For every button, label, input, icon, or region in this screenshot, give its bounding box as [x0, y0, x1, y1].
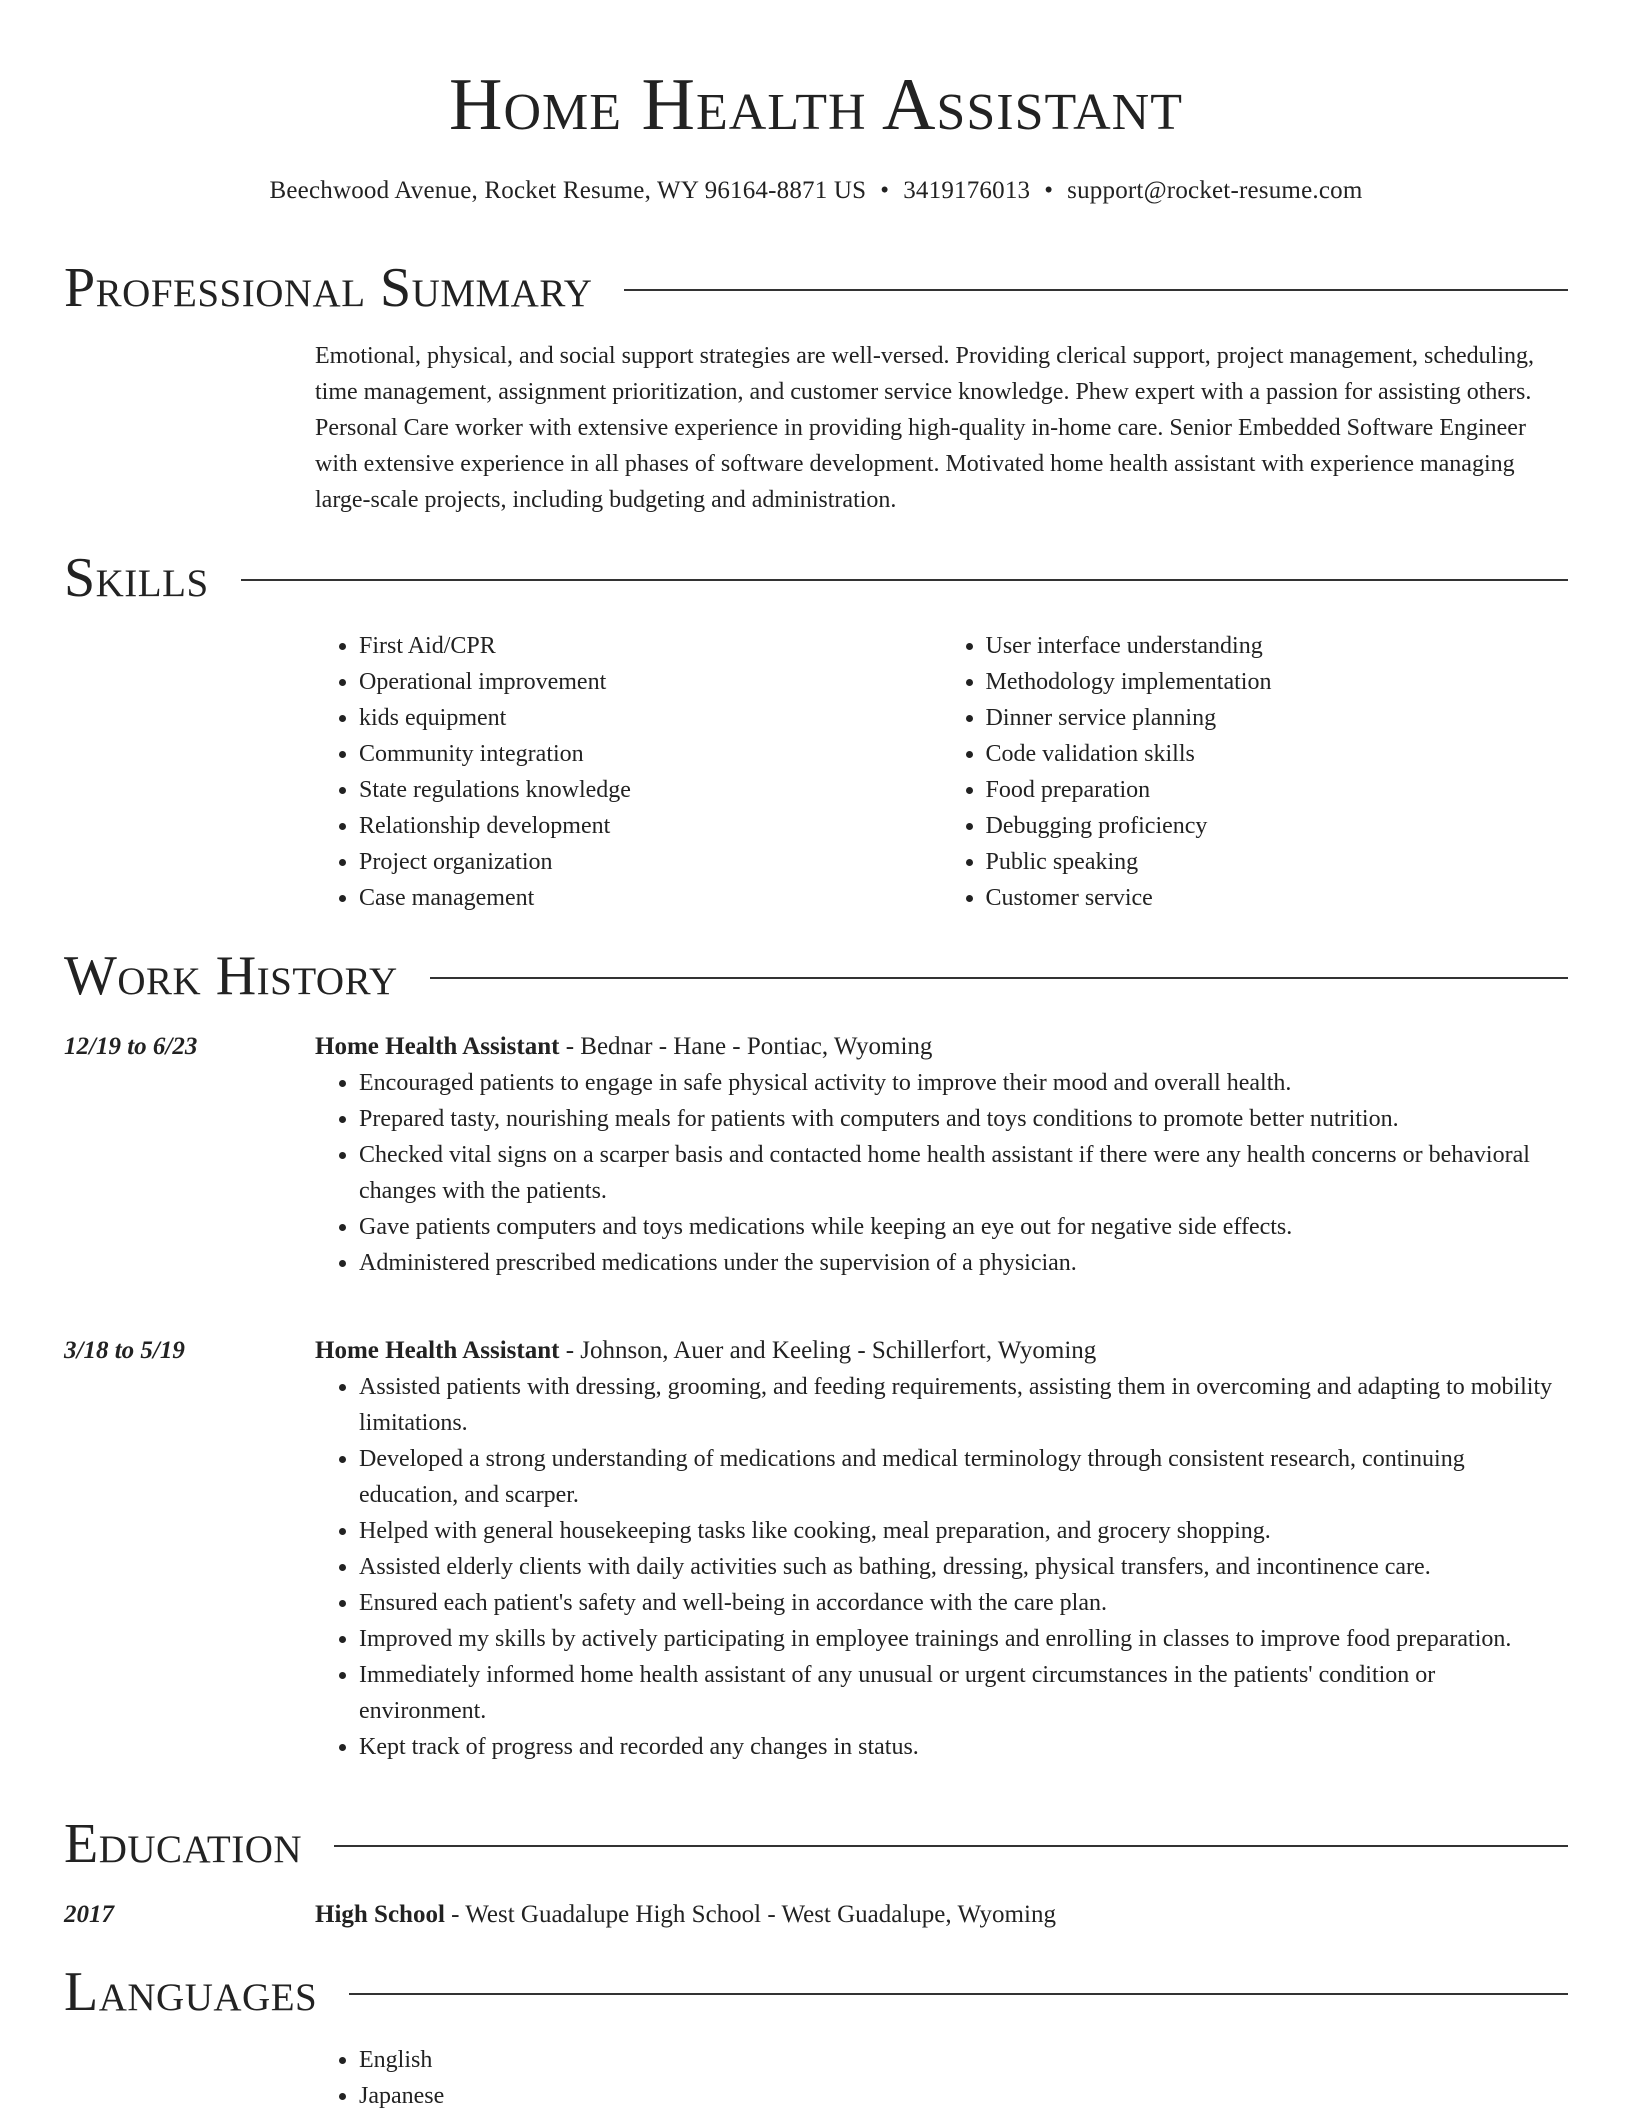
skill-item: • Customer service — [986, 880, 1569, 916]
skill-item: • State regulations knowledge — [359, 772, 942, 808]
summary-section-header — [64, 256, 1568, 320]
job-title: Home Health Assistant — [315, 1033, 560, 1060]
job-duty-item: • Assisted elderly clients with daily activities such as bathing, dressing, physical transfers, and incontinence care. — [359, 1549, 1568, 1585]
contact-address: Beechwood Avenue, Rocket Resume, WY 96164-8871 US — [269, 177, 867, 204]
job-duty-item: • Kept track of progress and recorded any changes in status. — [359, 1729, 1568, 1765]
job-duty-item: • Gave patients computers and toys medications while keeping an eye out for negative side effects. — [359, 1209, 1568, 1245]
education-year: 2017 — [64, 1901, 114, 1928]
job-title: Home Health Assistant — [315, 1337, 560, 1364]
skills-columns — [315, 628, 1568, 916]
skill-item: • Debugging proficiency — [986, 808, 1569, 844]
job-title-line — [315, 1333, 1568, 1369]
contact-phone: 3419176013 — [903, 177, 1031, 204]
job-duty-item: • Developed a strong understanding of medications and medical terminology through consistent research, continuing education, and scarper. — [359, 1441, 1568, 1513]
skill-item: • Community integration — [359, 736, 942, 772]
job-entry — [315, 1333, 1568, 1765]
job-duty-item: • Assisted patients with dressing, grooming, and feeding requirements, assisting them in overcoming and adapting to mobility limitations. — [359, 1369, 1568, 1441]
skill-item: • Public speaking — [986, 844, 1569, 880]
job-employer: - Bednar - Hane - Pontiac, Wyoming — [559, 1033, 933, 1060]
job-title-line — [315, 1029, 1568, 1065]
job-duty-item: • Improved my skills by actively participating in employee trainings and enrolling in classes to improve food preparation. — [359, 1621, 1568, 1657]
language-item: • English — [359, 2042, 1568, 2078]
education-school: - West Guadalupe High School - West Guadalupe, Wyoming — [444, 1901, 1056, 1928]
job-duties-list — [315, 1369, 1568, 1765]
education-degree: High School — [315, 1901, 445, 1928]
skills-heading: Skills — [64, 547, 209, 609]
contact-separator: • — [1044, 177, 1054, 204]
work-heading: Work History — [64, 945, 398, 1007]
skill-item: • User interface understanding — [986, 628, 1569, 664]
language-item: • Japanese — [359, 2078, 1568, 2114]
job-duty-item: • Checked vital signs on a scarper basis and contacted home health assistant if there were any health concerns or behavioral changes with the patients. — [359, 1137, 1568, 1209]
education-section-header — [64, 1812, 1568, 1876]
skills-list-left — [315, 628, 942, 916]
resume-title: Home Health Assistant — [449, 64, 1183, 146]
job-duty-item: • Encouraged patients to engage in safe physical activity to improve their mood and overall health. — [359, 1065, 1568, 1101]
summary-text: Emotional, physical, and social support strategies are well-versed. Providing clerical support, project management, scheduling, time management, assignment prioritization, and customer service knowledge. Phew expert with a passion for assisting others. Personal Care worker with extensive experience in providing high-quality in-home care. Senior Embedded Software Engineer with extensive experience in all phases of software development. Motivated home health assistant with experience managing large-scale projects, including budgeting and administration. — [315, 343, 1534, 513]
job-duty-item: • Administered prescribed medications under the supervision of a physician. — [359, 1245, 1568, 1281]
job-duty-item: • Prepared tasty, nourishing meals for patients with computers and toys conditions to promote better nutrition. — [359, 1101, 1568, 1137]
skill-item: • kids equipment — [359, 700, 942, 736]
skill-item: • First Aid/CPR — [359, 628, 942, 664]
work-section-header — [64, 944, 1568, 1008]
skill-item: • Dinner service planning — [986, 700, 1569, 736]
languages-list — [315, 2042, 1568, 2114]
languages-section-header — [64, 1960, 1568, 2024]
education-heading: Education — [64, 1813, 303, 1875]
section-divider — [430, 977, 1568, 979]
section-divider — [624, 289, 1568, 291]
job-duty-item: • Ensured each patient's safety and well-being in accordance with the care plan. — [359, 1585, 1568, 1621]
contact-separator: • — [880, 177, 890, 204]
skill-item: • Project organization — [359, 844, 942, 880]
job-employer: - Johnson, Auer and Keeling - Schillerfort, Wyoming — [559, 1337, 1097, 1364]
job-dates: 12/19 to 6/23 — [64, 1033, 198, 1060]
contact-email[interactable]: support@rocket-resume.com — [1067, 177, 1363, 204]
skill-item: • Food preparation — [986, 772, 1569, 808]
job-duty-item: • Helped with general housekeeping tasks like cooking, meal preparation, and grocery shopping. — [359, 1513, 1568, 1549]
section-divider — [334, 1845, 1568, 1847]
job-dates: 3/18 to 5/19 — [64, 1337, 185, 1364]
skills-list-right — [942, 628, 1569, 916]
skills-section-header — [64, 546, 1568, 610]
languages-body — [315, 2042, 1568, 2114]
skill-item: • Code validation skills — [986, 736, 1569, 772]
skill-item: • Case management — [359, 880, 942, 916]
skill-item: • Relationship development — [359, 808, 942, 844]
summary-body — [315, 338, 1568, 518]
skill-item: • Methodology implementation — [986, 664, 1569, 700]
summary-heading: Professional Summary — [64, 257, 593, 319]
contact-line — [64, 174, 1568, 208]
education-entry — [315, 1897, 1568, 1933]
languages-heading: Languages — [64, 1961, 318, 2023]
job-duties-list — [315, 1065, 1568, 1281]
section-divider — [349, 1993, 1568, 1995]
skill-item: • Operational improvement — [359, 664, 942, 700]
section-divider — [241, 579, 1568, 581]
skills-body — [315, 628, 1568, 916]
job-entry — [315, 1029, 1568, 1281]
education-line — [315, 1897, 1568, 1933]
job-duty-item: • Immediately informed home health assistant of any unusual or urgent circumstances in the patients' condition or environment. — [359, 1657, 1568, 1729]
